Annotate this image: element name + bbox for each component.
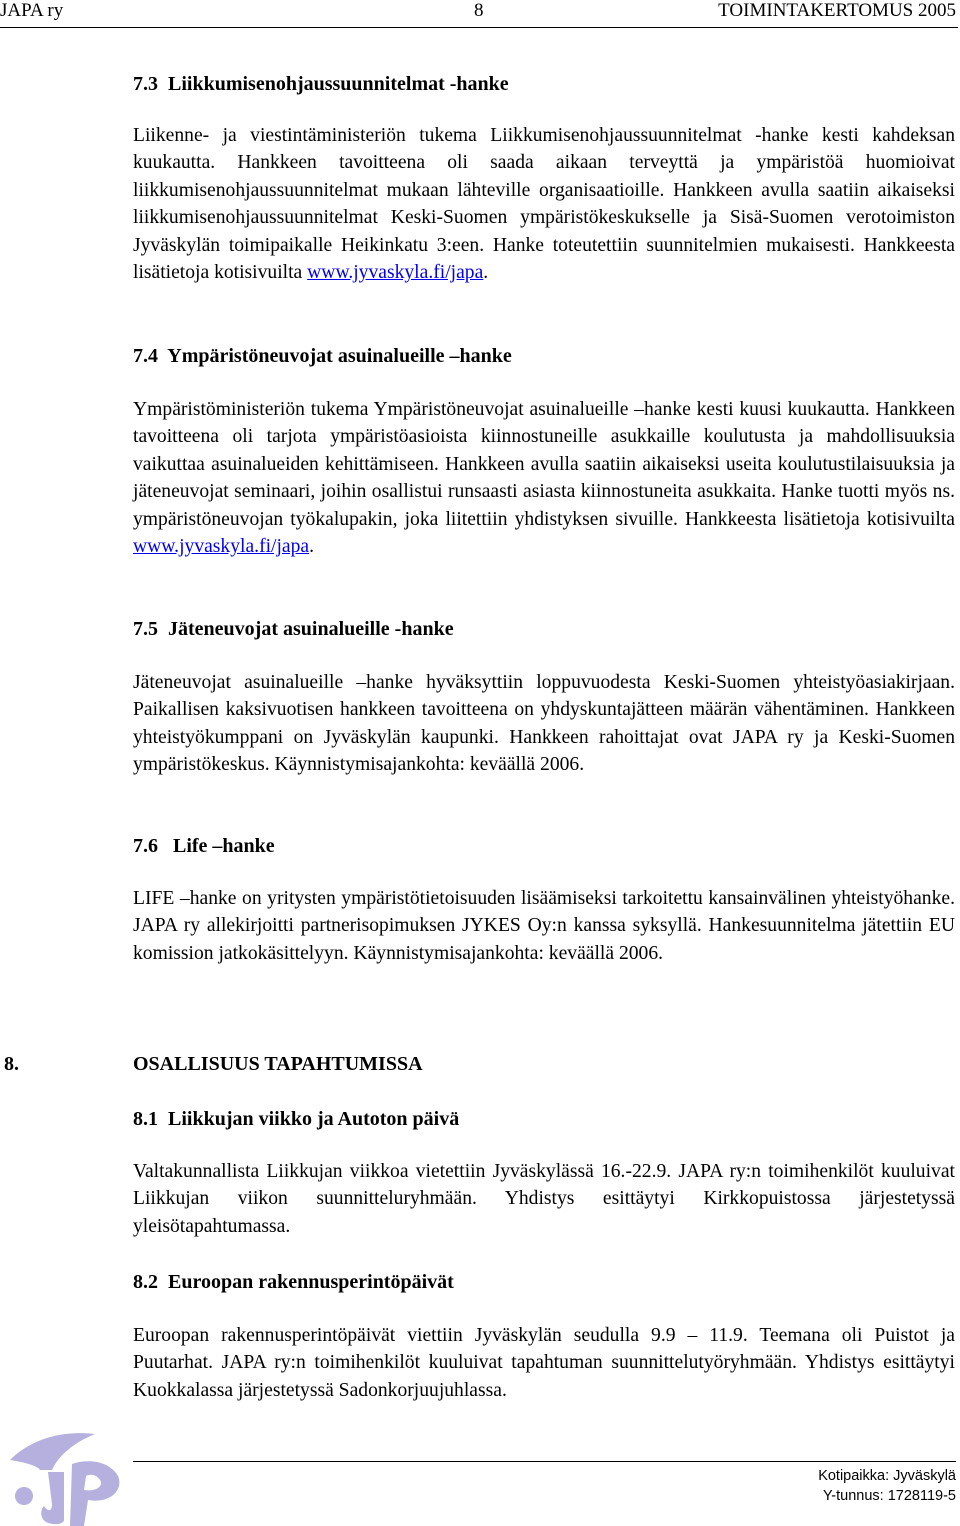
section-heading-7-4 [133, 344, 512, 368]
section-text-7-6: LIFE –hanke on yritysten ympäristötietoisuuden lisäämiseksi tarkoitettu kansainvälinen yhteistyöhanke. JAPA ry allekirjoitti partnerisopimuksen JYKES Oy:n kanssa syksyllä. Hankesuunnitelma jätettiin EU komission jatkokäsittelyyn. Käynnistymisajankohta: keväällä 2006. [133, 888, 955, 964]
section-number: 7.6 [133, 835, 158, 857]
paragraph-text: Ympäristöministeriön tukema Ympäristöneuvojat asuinalueille –hanke kesti kuusi kuukautta. Hankkeen tavoitteena oli tarjota ympäristöasioista kiinnostuneille asukkaille koulutusta ja mahdollisuuksia vaikuttaa asuinalueiden kehittämiseen. Hankkeen avulla saatiin aikaiseksi useita koulutustilaisuuksia ja jäteneuvojat seminaari, joihin osallistui runsaasti asiasta kiinnostuneita asukkaita. Hanke tuotti myös ns. ympäristöneuvojan työkalupakin, joka liitettiin yhdistyksen sivuille. Hankkeesta lisätietoja kotisivuilta [133, 399, 955, 530]
header-report-title: TOIMINTAKERTOMUS 2005 [718, 0, 956, 21]
section-title: Liikkumisenohjaussuunnitelmat -hanke [168, 73, 509, 95]
paragraph-text: Liikenne- ja viestintäministeriön tukema Liikkumisenohjaussuunnitelmat -hanke kesti kahdeksan kuukautta. Hankkeen tavoitteena oli saada aikaan terveyttä ja ympäristöä huomioivat liikkumisenohjaussuunnitelmat mukaan lähteville organisaatioille. Hankkeen avulla saatiin aikaiseksi liikkumisenohjaussuunnitelmat Keski-Suomen ympäristökeskukselle ja Sisä-Suomen verotoimiston Jyväskylän toimipaikalle Heikinkatu 3:een. Hanke toteutettiin suunnitelmien mukaisesti. Hankkeesta lisätietoja kotisivuilta [133, 125, 955, 284]
section-number: 8.2 [133, 1271, 158, 1293]
section-title: Life –hanke [173, 835, 275, 857]
section-heading-8-2 [133, 1270, 454, 1294]
section-title: Euroopan rakennusperintöpäivät [168, 1271, 454, 1293]
japa-logo-icon [0, 1400, 130, 1526]
footer-domicile: Kotipaikka: Jyväskylä [818, 1468, 956, 1484]
homepage-link[interactable]: www.jyvaskyla.fi/japa [133, 536, 310, 558]
section-title: Ympäristöneuvojat asuinalueille –hanke [167, 345, 512, 367]
homepage-link[interactable]: www.jyvaskyla.fi/japa [307, 262, 484, 284]
section-number: 7.4 [133, 345, 158, 367]
section-number: 7.3 [133, 73, 158, 95]
section-text-8-2: Euroopan rakennusperintöpäivät viettiin Jyväskylän seudulla 9.9 – 11.9. Teemana oli Puistot ja Puutarhat. JAPA ry:n toimihenkilöt kuuluivat tapahtuman suunnittelutyöryhmään. Yhdistys esittäytyi Kuokkalassa järjestetyssä Sadonkorjuujuhlassa. [133, 1325, 955, 1401]
section-number: 7.5 [133, 618, 158, 640]
section-text-7-5: Jäteneuvojat asuinalueille –hanke hyväksyttiin loppuvuodesta Keski-Suomen yhteistyöasiakirjaan. Paikallisen kaksivuotisen hankkeen tavoitteena on yhdyskuntajätteen määrän vähentäminen. Hankkeen yhteistyökumppani on Jyväskylän kaupunki. Hankkeen rahoittajat ovat JAPA ry ja Keski-Suomen ympäristökeskus. Käynnistymisajankohta: keväällä 2006. [133, 672, 955, 776]
paragraph-end: . [309, 536, 315, 558]
page-header [0, 0, 960, 24]
section-title: Jäteneuvojat asuinalueille -hanke [168, 618, 454, 640]
chapter-title-8: OSALLISUUS TAPAHTUMISSA [133, 1053, 423, 1075]
section-heading-8-1 [133, 1107, 459, 1131]
section-heading-7-3 [133, 72, 509, 96]
section-text-7-4 [133, 396, 955, 560]
section-number: 8.1 [133, 1108, 158, 1130]
section-heading-7-5 [133, 617, 454, 641]
section-text-8-1: Valtakunnallista Liikkujan viikkoa vietettiin Jyväskylässä 16.-22.9. JAPA ry:n toimihenkilöt kuuluivat Liikkujan viikon suunnitteluryhmään. Yhdistys esittäytyi Kirkkopuistossa järjestetyssä yleisötapahtumassa. [133, 1161, 955, 1237]
paragraph-end: . [483, 262, 489, 284]
footer-rule [133, 1461, 956, 1462]
chapter-number-8: 8. [4, 1053, 19, 1075]
section-text-7-3 [133, 122, 955, 286]
header-page-number: 8 [474, 0, 484, 21]
header-rule [0, 27, 958, 28]
header-org: JAPA ry [0, 0, 64, 21]
section-heading-7-6 [133, 834, 275, 858]
footer-business-id: Y-tunnus: 1728119-5 [822, 1488, 956, 1504]
section-title: Liikkujan viikko ja Autoton päivä [168, 1108, 460, 1130]
